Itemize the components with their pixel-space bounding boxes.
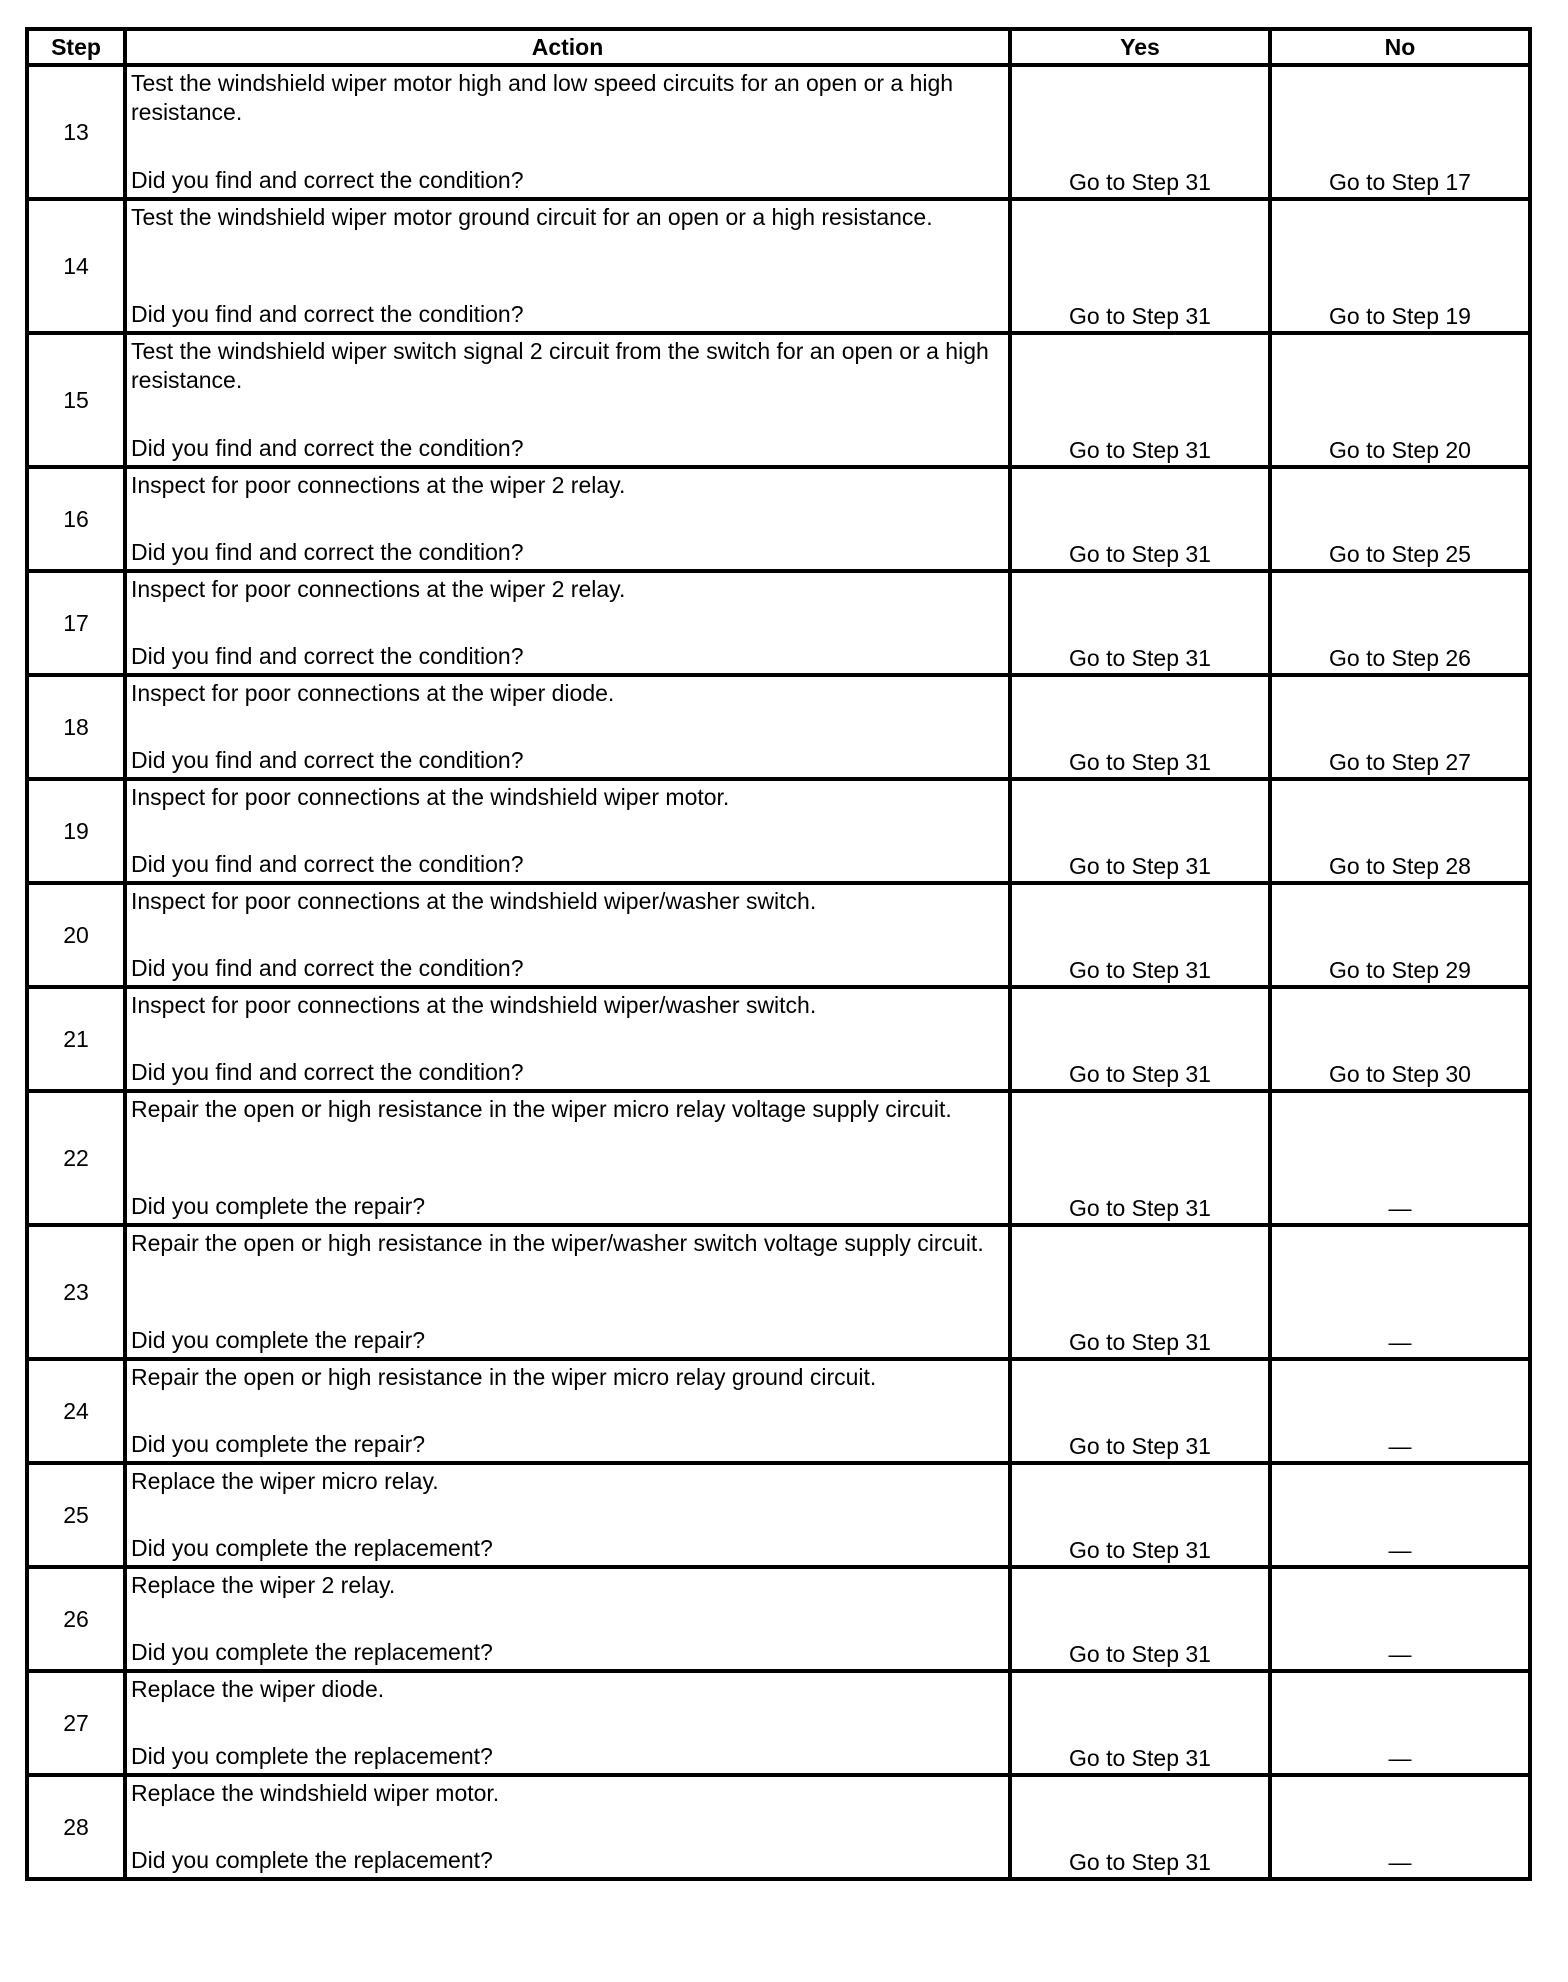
action-content (127, 335, 1008, 465)
action-cell (125, 1775, 1010, 1879)
action-cell (125, 779, 1010, 883)
yes-outcome: Go to Step 31 (1010, 1091, 1270, 1225)
step-number: 28 (27, 1775, 125, 1879)
action-cell (125, 1567, 1010, 1671)
action-content (127, 1093, 1008, 1223)
no-outcome: Go to Step 30 (1270, 987, 1530, 1091)
table-row (27, 1359, 1530, 1463)
action-cell (125, 675, 1010, 779)
table-row (27, 1671, 1530, 1775)
table-row (27, 1225, 1530, 1359)
action-question: Did you complete the replacement? (131, 1847, 493, 1873)
action-cell (125, 883, 1010, 987)
action-question: Did you complete the repair? (131, 1193, 426, 1219)
action-cell (125, 571, 1010, 675)
table-row (27, 779, 1530, 883)
step-number: 20 (27, 883, 125, 987)
action-cell (125, 467, 1010, 571)
step-number: 15 (27, 333, 125, 467)
action-content (127, 1361, 1008, 1461)
table-row (27, 987, 1530, 1091)
header-yes: Yes (1010, 29, 1270, 65)
action-cell (125, 1091, 1010, 1225)
action-content (127, 1227, 1008, 1357)
yes-outcome: Go to Step 31 (1010, 883, 1270, 987)
no-outcome: Go to Step 19 (1270, 199, 1530, 333)
no-outcome: — (1270, 1091, 1530, 1225)
yes-outcome: Go to Step 31 (1010, 1463, 1270, 1567)
action-question: Did you find and correct the condition? (131, 643, 524, 669)
action-question: Did you complete the replacement? (131, 1639, 493, 1665)
action-text: Inspect for poor connections at the wiper diode. (131, 680, 615, 706)
step-number: 22 (27, 1091, 125, 1225)
action-content (127, 1569, 1008, 1669)
no-outcome: Go to Step 29 (1270, 883, 1530, 987)
no-outcome: — (1270, 1775, 1530, 1879)
no-outcome: Go to Step 26 (1270, 571, 1530, 675)
action-text: Test the windshield wiper motor high and low speed circuits for an open or a high resistance. (131, 70, 954, 125)
action-text: Replace the wiper diode. (131, 1676, 385, 1702)
step-number: 26 (27, 1567, 125, 1671)
no-outcome: Go to Step 17 (1270, 65, 1530, 199)
no-outcome: — (1270, 1359, 1530, 1463)
table-row (27, 675, 1530, 779)
action-text: Test the windshield wiper switch signal 2 circuit from the switch for an open or a high resistance. (131, 338, 989, 393)
yes-outcome: Go to Step 31 (1010, 199, 1270, 333)
action-content (127, 67, 1008, 197)
action-question: Did you find and correct the condition? (131, 747, 524, 773)
yes-outcome: Go to Step 31 (1010, 987, 1270, 1091)
action-question: Did you find and correct the condition? (131, 955, 524, 981)
step-number: 16 (27, 467, 125, 571)
step-number: 13 (27, 65, 125, 199)
action-text: Inspect for poor connections at the windshield wiper/washer switch. (131, 992, 817, 1018)
action-text: Repair the open or high resistance in the wiper/washer switch voltage supply circuit. (131, 1230, 984, 1256)
action-content (127, 1465, 1008, 1565)
no-outcome: — (1270, 1463, 1530, 1567)
table-body (27, 65, 1530, 1879)
yes-outcome: Go to Step 31 (1010, 467, 1270, 571)
action-text: Inspect for poor connections at the windshield wiper/washer switch. (131, 888, 817, 914)
yes-outcome: Go to Step 31 (1010, 1775, 1270, 1879)
step-number: 14 (27, 199, 125, 333)
action-question: Did you complete the replacement? (131, 1743, 493, 1769)
no-outcome: — (1270, 1225, 1530, 1359)
table-header-row (27, 29, 1530, 65)
action-cell (125, 1463, 1010, 1567)
action-content (127, 201, 1008, 331)
action-cell (125, 65, 1010, 199)
yes-outcome: Go to Step 31 (1010, 1225, 1270, 1359)
action-cell (125, 333, 1010, 467)
yes-outcome: Go to Step 31 (1010, 65, 1270, 199)
header-step: Step (27, 29, 125, 65)
action-question: Did you complete the repair? (131, 1327, 426, 1353)
table-row (27, 199, 1530, 333)
step-number: 25 (27, 1463, 125, 1567)
table-row (27, 1091, 1530, 1225)
header-no: No (1270, 29, 1530, 65)
action-content (127, 677, 1008, 777)
no-outcome: Go to Step 27 (1270, 675, 1530, 779)
yes-outcome: Go to Step 31 (1010, 675, 1270, 779)
action-cell (125, 199, 1010, 333)
step-number: 19 (27, 779, 125, 883)
action-question: Did you find and correct the condition? (131, 851, 524, 877)
header-action: Action (125, 29, 1010, 65)
yes-outcome: Go to Step 31 (1010, 1671, 1270, 1775)
yes-outcome: Go to Step 31 (1010, 779, 1270, 883)
no-outcome: Go to Step 28 (1270, 779, 1530, 883)
table-row (27, 1567, 1530, 1671)
yes-outcome: Go to Step 31 (1010, 1359, 1270, 1463)
action-text: Repair the open or high resistance in the wiper micro relay ground circuit. (131, 1364, 877, 1390)
table-row (27, 1775, 1530, 1879)
action-question: Did you find and correct the condition? (131, 301, 524, 327)
action-text: Inspect for poor connections at the wiper 2 relay. (131, 472, 626, 498)
table-row (27, 467, 1530, 571)
action-cell (125, 987, 1010, 1091)
action-content (127, 469, 1008, 569)
step-number: 24 (27, 1359, 125, 1463)
table-row (27, 65, 1530, 199)
action-question: Did you find and correct the condition? (131, 1059, 524, 1085)
table-row (27, 333, 1530, 467)
action-question: Did you find and correct the condition? (131, 435, 524, 461)
no-outcome: Go to Step 20 (1270, 333, 1530, 467)
step-number: 21 (27, 987, 125, 1091)
action-question: Did you find and correct the condition? (131, 539, 524, 565)
action-text: Replace the wiper 2 relay. (131, 1572, 396, 1598)
no-outcome: — (1270, 1567, 1530, 1671)
step-number: 27 (27, 1671, 125, 1775)
step-number: 23 (27, 1225, 125, 1359)
yes-outcome: Go to Step 31 (1010, 333, 1270, 467)
yes-outcome: Go to Step 31 (1010, 571, 1270, 675)
action-text: Replace the wiper micro relay. (131, 1468, 439, 1494)
action-content (127, 885, 1008, 985)
table-row (27, 571, 1530, 675)
action-text: Replace the windshield wiper motor. (131, 1780, 500, 1806)
yes-outcome: Go to Step 31 (1010, 1567, 1270, 1671)
action-content (127, 989, 1008, 1089)
action-cell (125, 1359, 1010, 1463)
action-question: Did you complete the repair? (131, 1431, 426, 1457)
step-number: 18 (27, 675, 125, 779)
action-content (127, 573, 1008, 673)
diagnostic-table-container (25, 27, 1532, 1881)
table-row (27, 883, 1530, 987)
action-text: Inspect for poor connections at the wiper 2 relay. (131, 576, 626, 602)
action-text: Test the windshield wiper motor ground circuit for an open or a high resistance. (131, 204, 933, 230)
action-content (127, 781, 1008, 881)
action-cell (125, 1671, 1010, 1775)
action-question: Did you find and correct the condition? (131, 167, 524, 193)
action-question: Did you complete the replacement? (131, 1535, 493, 1561)
action-text: Repair the open or high resistance in the wiper micro relay voltage supply circuit. (131, 1096, 952, 1122)
action-content (127, 1673, 1008, 1773)
action-content (127, 1777, 1008, 1877)
no-outcome: — (1270, 1671, 1530, 1775)
table-row (27, 1463, 1530, 1567)
no-outcome: Go to Step 25 (1270, 467, 1530, 571)
diagnostic-table (25, 27, 1532, 1881)
step-number: 17 (27, 571, 125, 675)
action-cell (125, 1225, 1010, 1359)
action-text: Inspect for poor connections at the windshield wiper motor. (131, 784, 730, 810)
